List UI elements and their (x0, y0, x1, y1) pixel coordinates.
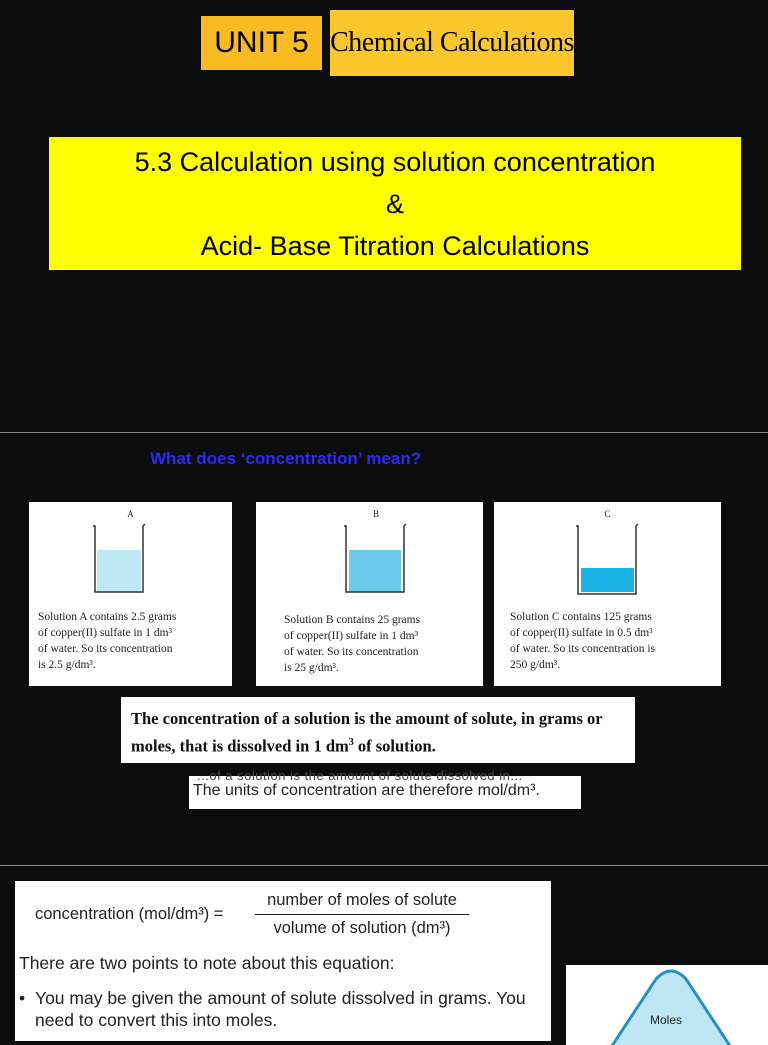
solution-b-caption: Solution B contains 25 grams of copper(II) sulfate in 1 dm³ of water. So its concentration is 25 g/dm³. (284, 614, 421, 674)
formula-numerator: number of moles of solute (255, 891, 469, 915)
lesson-title-line1: 5.3 Calculation using solution concentration (134, 146, 656, 177)
beaker-c-illustration (494, 502, 721, 612)
beaker-a-illustration (29, 502, 232, 612)
beaker-b-illustration (256, 502, 483, 612)
solution-letter: C (604, 509, 611, 519)
solution-c-caption: Solution C contains 125 grams of copper(II) sulfate in 0.5 dm³ of water. So its concentration is 250 g/dm³. (510, 611, 655, 671)
lesson-title-box (49, 137, 741, 270)
solution-panel-b (256, 502, 483, 686)
definition-line1: The concentration of a solution is the amount of solute, in grams or (131, 709, 603, 728)
solution-panel-a (29, 502, 232, 686)
formula-fraction (255, 891, 469, 938)
solution-letter: B (372, 509, 379, 519)
bullet-point: • You may be given the amount of solute dissolved in grams. You need to convert this into moles. (19, 988, 526, 1030)
solution-letter: A (127, 509, 134, 519)
units-box (189, 768, 581, 809)
unit-title: Chemical Calculations (330, 10, 574, 76)
lesson-title-line2: & (385, 188, 404, 219)
formula-lhs: concentration (mol/dm³) = (35, 905, 224, 923)
beaker-b-liquid (349, 550, 401, 592)
beaker-a-liquid (97, 550, 141, 592)
solution-panel-c (494, 502, 721, 686)
slide-divider (0, 432, 768, 433)
unit-label: UNIT 5 (201, 16, 322, 70)
solution-a-caption: Solution A contains 2.5 grams of copper(II) sulfate in 1 dm³ of water. So its concentration is 2.5 g/dm³. (38, 611, 177, 671)
moles-diagram (566, 965, 768, 1045)
concentration-question: What does ‘concentration’ mean? (150, 449, 422, 468)
formula-box (15, 881, 551, 1041)
units-cropped-text: ...of a solution is the amount of solute dissolved in... (197, 768, 523, 783)
definition-box (121, 697, 635, 763)
triangle-diagram (566, 965, 768, 1045)
slide-divider (0, 865, 768, 866)
definition-line2: moles, that is dissolved in 1 $dm^3$ of solution. (131, 736, 436, 756)
beaker-c-liquid (581, 568, 634, 592)
formula-triangle-shape (606, 971, 736, 1045)
formula-denominator: volume of solution (dm³) (273, 919, 451, 937)
lesson-title-line3: Acid- Base Titration Calculations (200, 230, 590, 261)
points-intro: There are two points to note about this equation: (19, 953, 395, 973)
bullet-icon: • (19, 988, 26, 1008)
moles-label: Moles (650, 1013, 683, 1027)
units-text: The units of concentration are therefore mol/dm³. (193, 782, 540, 799)
